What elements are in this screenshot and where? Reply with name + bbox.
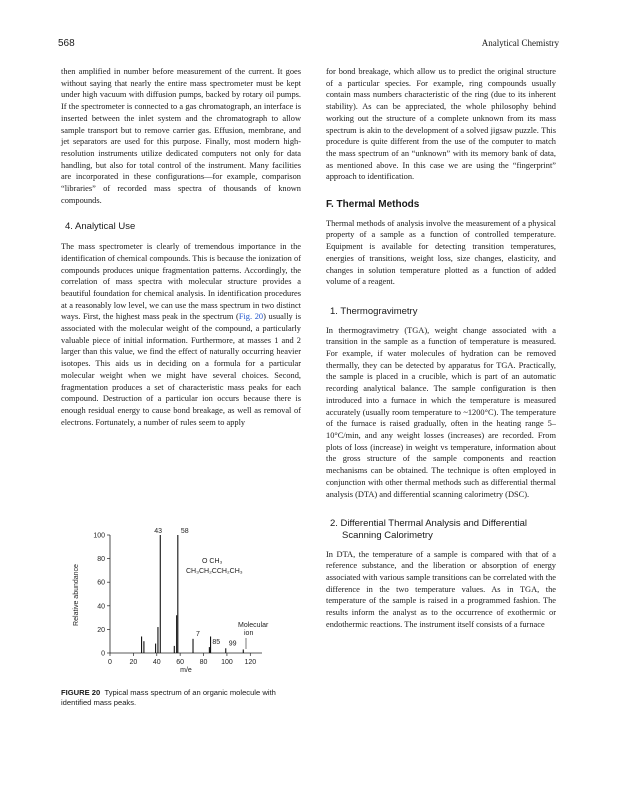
x-tick-label: 40: [152, 659, 161, 666]
figure-caption: [61, 688, 306, 708]
heading-thermogravimetry: 1. Thermogravimetry: [330, 305, 418, 317]
x-axis-label: m/e: [180, 667, 192, 674]
right-paragraph-1: for bond breakage, which allow us to predict the original structure of a particular species. For example, ring compounds usually contain mass numbers characteristic of the ring (due to its inherent stability). As can be appreciated, the whole philosophy behind working out the structure of a complete unknown from its mass spectrum is akin to the development of a solved jigsaw puzzle. This procedure is quite different from the use of the computer to match the mass spectrum of an “unknown” with its memory bank of data, as mentioned above. In this case we are using the “fingerprint” approach to identification.: [326, 67, 556, 182]
x-tick-label: 0: [108, 659, 112, 666]
y-tick-label: 40: [97, 603, 105, 611]
left-paragraph-2-part-1: The mass spectrometer is clearly of tremendous importance in the identification of chemical compounds. This is because the ionization of compounds produces unique fragmentation patterns. Accordingly, the correlation of mass spectra with molecular structure provides a beautiful foundation for chemical analysis. In identification procedures at a reasonably low level, we can use the mass spectrum in two distinct ways. First, the highest mass peak in the spectrum (: [61, 242, 301, 322]
figure-label: FIGURE 20: [61, 688, 101, 697]
spectrum-peaks: [142, 535, 244, 653]
right-column: [326, 66, 556, 631]
molecular-ion-label-2: ion: [244, 630, 254, 637]
figure-20-mass-spectrum: [62, 525, 312, 685]
peak-label-85: 85: [212, 639, 221, 647]
structure-top: O CH₃: [202, 558, 223, 565]
page-number: 568: [58, 38, 75, 49]
y-tick-label: 0: [101, 650, 105, 658]
mass-spectrum-chart: [62, 525, 312, 685]
left-paragraph-2-part-2: ) usually is associated with the molecular weight of the compound, a particularly valuable piece of initial information. Furthermore, at masses 1 and 2 larger than this value, we find the effect of naturally occurring heavier isotopes. This aids us in deciding on a formula for a particular molecular weight when we might have several choices. Second, fragmentation produces a set of characteristic mass peaks for each compound. Destruction of a particular ion occurs because there is enough residual energy to cause bond breakage, as well as removal of electrons. Fortunately, a number of rules seem to apply: [61, 312, 301, 427]
peak-labels: [154, 528, 236, 647]
peak-label-43: 43: [154, 528, 163, 535]
x-tick-label: 100: [221, 659, 233, 666]
heading-dta-dsc-line2: Scanning Calorimetry: [342, 529, 433, 541]
x-tick-label: 60: [176, 659, 185, 666]
figure-caption-text: Typical mass spectrum of an organic molecule with identified mass peaks.: [61, 688, 276, 707]
heading-dta-dsc-line1: 2. Differential Thermal Analysis and Differential: [330, 518, 527, 530]
right-paragraph-3: In thermogravimetry (TGA), weight change associated with a transition in the sample as a function of temperature is measured. For example, if water molecules of hydration can be removed thermally, they can be detected by apparatus for TGA. Practically, the sample is placed in a crucible, which is part of an automatic recording analytical balance. The sample configuration is then introduced into a furnace in which the temperature is measured accurately (usually room temperature to ~1200°C). The temperature of the furnace is raised gradually, often in the heating range 5–10°C/min, and any weight losses (increases) are recorded. From plots of loss (increase) in weight vs temperature, information about the gross structure of the sample components and reaction mechanisms can be obtained. The technique is often employed in conjunction with other thermal methods such as differential thermal analysis (DTA) and differential scanning calorimetry (DSC).: [326, 325, 556, 499]
y-tick-label: 80: [97, 556, 105, 564]
x-tick-label: 80: [199, 659, 208, 666]
running-head: Analytical Chemistry: [481, 38, 559, 48]
right-paragraph-2: Thermal methods of analysis involve the measurement of a physical property of a sample as a function of controlled temperature. Equipment is available for detecting transition temperatures, energies of transitions, weight loss, size changes, elasticity, and changes in solution temperature plotted as a function of added volume of a reagent.: [326, 218, 556, 287]
peak-label-71: 7: [196, 630, 200, 638]
y-tick-label: 100: [93, 532, 105, 540]
y-ticks: [93, 533, 110, 658]
left-paragraph-1: then amplified in number before measurement of the current. It goes without saying that nearly the entire mass spectrometer must be kept under high vacuum with diffusion pumps, backed by rotary oil pumps. If the spectrometer is connected to a gas chromatograph, an interface is inserted between the inlet system and the chromatograph to allow sample transport but to remove carrier gas. Effusion, membrane, and jet separators are used for this purpose. Finally, most modern high-resolution instruments utilize dedicated computers not only for data handling, but also for total control of the instrument. Many facilities are incorporated in these configurations—for example, comparison “libraries” of recorded mass spectra of thousands of known compounds.: [61, 67, 301, 205]
right-paragraph-4: In DTA, the temperature of a sample is compared with that of a reference substance, and the liberation or absorption of energy associated with various sample transitions can be correlated with the difference in the two temperature values. As in TGA, the temperature of the sample is raised in a programmed fashion. The results inform the analyst as to the occurrence of exothermic or endothermic reactions. The instrument itself consists of a furnace: [326, 549, 556, 629]
y-tick-label: 60: [97, 579, 105, 587]
peak-label-58: 58: [180, 528, 189, 535]
structure-formula: CH₃CH₂CCH₂CH₃: [186, 568, 243, 575]
x-ticks: [108, 653, 256, 666]
left-paragraph-2: [61, 241, 301, 428]
heading-analytical-use: 4. Analytical Use: [65, 221, 136, 233]
peak-label-99: 99: [228, 640, 237, 648]
left-column: [61, 66, 301, 428]
x-tick-label: 20: [129, 659, 138, 666]
y-tick-label: 20: [97, 626, 105, 634]
section-thermal-methods: F. Thermal Methods: [326, 199, 420, 211]
molecular-ion-label-1: Molecular: [238, 622, 269, 629]
figure-20-link[interactable]: Fig. 20: [238, 312, 264, 322]
x-tick-label: 120: [244, 659, 257, 666]
y-axis-label: Relative abundance: [73, 564, 80, 626]
